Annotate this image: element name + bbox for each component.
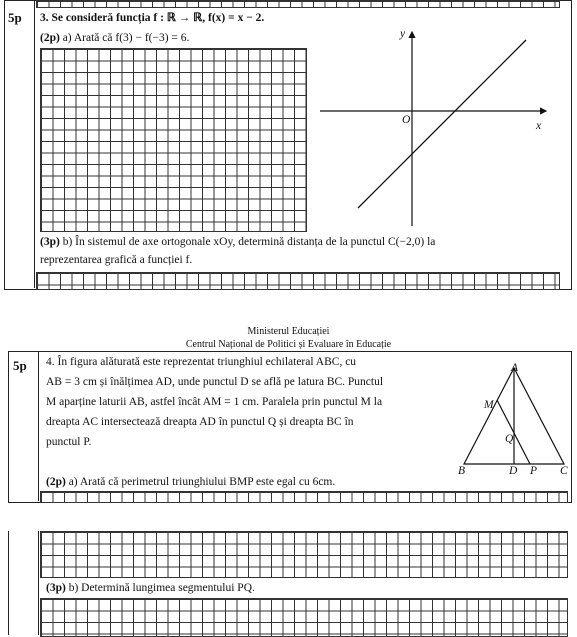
problem-4-line-5: punctul P. xyxy=(46,436,92,448)
bottom-left-border xyxy=(8,531,9,635)
p4-part-a-points: (2p) xyxy=(46,476,66,488)
label-q: Q xyxy=(505,433,514,445)
p4-part-b-points: (3p) xyxy=(46,582,66,594)
problem-4-part-b xyxy=(46,580,255,596)
part-b-points: (3p) xyxy=(40,236,60,248)
answer-grid-3b xyxy=(36,272,560,290)
label-d: D xyxy=(509,465,518,477)
problem-4-points: 5p xyxy=(13,358,27,373)
answer-grid-4b xyxy=(40,598,568,637)
part-b-text: b) În sistemul de axe ortogonale xOy, determină distanța de la punctul C(−2,0) la xyxy=(62,236,436,248)
label-m: M xyxy=(484,399,494,411)
label-c: C xyxy=(560,465,568,477)
triangle-figure xyxy=(456,360,572,480)
function-graph xyxy=(318,28,556,228)
label-b: B xyxy=(458,465,466,477)
problem-4-line-2: AB = 3 cm și înălțimea AD, unde punctul D se află pe latura BC. Punctul xyxy=(46,376,384,388)
answer-grid-4a xyxy=(40,491,568,503)
bottom-divider xyxy=(38,531,39,635)
part-a-points: (2p) xyxy=(40,32,60,44)
problem-3-part-b xyxy=(40,234,562,250)
answer-grid-4a-cont xyxy=(40,531,568,578)
label-a: A xyxy=(511,362,519,374)
problem-4-line-1: 4. În figura alăturată este reprezentat triunghiul echilateral ABC, cu xyxy=(46,356,357,368)
p4-part-a-text: a) Arată că perimetrul triunghiului BMP este egal cu 6cm. xyxy=(68,476,336,488)
problem-4-part-a xyxy=(46,474,335,490)
problem-3-part-a xyxy=(40,30,189,46)
problem-4-line-3: M aparține laturii AB, astfel încât AM = 1 cm. Paralela prin punctul M la xyxy=(46,396,383,408)
origin-label: O xyxy=(402,114,411,126)
ministry-header: Ministerul Educației xyxy=(247,326,330,337)
answer-grid-3a xyxy=(40,48,307,232)
problem-3-points: 5p xyxy=(8,10,22,25)
center-header: Centrul Național de Politici și Evaluare în Educație xyxy=(185,339,392,350)
part-a-text: a) Arată că f(3) − f(−3) = 6. xyxy=(62,32,190,44)
y-axis-label: y xyxy=(400,28,406,40)
graph-line xyxy=(358,40,526,208)
problem-4-line-4: dreapta AC intersectează dreapta AD în punctul Q și dreapta BC în xyxy=(46,416,354,428)
label-p: P xyxy=(530,465,538,477)
problem-3-divider xyxy=(34,0,35,288)
p4-part-b-text: b) Determină lungimea segmentului PQ. xyxy=(68,582,255,594)
top-grid-strip xyxy=(36,0,560,8)
problem-3-statement: 3. Se consideră funcția f : ℝ → ℝ, f(x) = x − 2. xyxy=(40,12,265,24)
x-axis-label: x xyxy=(536,120,542,132)
problem-4-divider xyxy=(38,351,39,501)
problem-3-part-b-cont: reprezentarea grafică a funcției f. xyxy=(40,254,193,266)
